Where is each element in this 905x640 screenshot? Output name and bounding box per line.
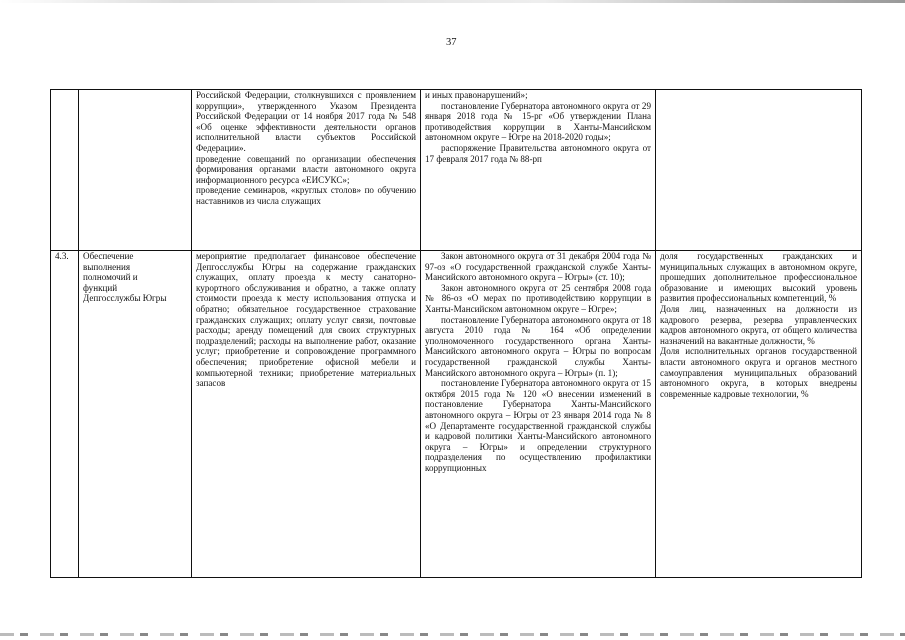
measures-cell xyxy=(192,251,421,578)
row-number-cell xyxy=(51,251,79,578)
table-row xyxy=(51,90,862,251)
legal-basis-paragraph: постановление Губернатора автономного округа от 18 августа 2010 года № 164 «Об определении уполномоченного государственного органа Ханты-Мансийского автономного округа – Югры по вопросам государственной гражданской службы Ханты-Мансийского автономного округа – Югры» (п. 1); xyxy=(425,314,651,378)
indicator-paragraph: Доля лиц, назначенных на должности из кадрового резерва, резерва управленческих кадров автономного округа, от общего количества назначений на вакантные должности, % xyxy=(660,303,857,346)
indicators-cell xyxy=(656,90,862,251)
measures-cell xyxy=(192,90,421,251)
scan-top-edge xyxy=(0,0,905,3)
legal-basis-paragraph: Закон автономного округа от 31 декабря 2004 года № 97-оз «О государственной гражданской службе Ханты-Мансийского автономного округа – Югры» (ст. 10); xyxy=(425,251,651,283)
row-number-cell xyxy=(51,90,79,251)
legal-basis-paragraph: Закон автономного округа от 25 сентября 2008 года № 86-оз «О мерах по противодействию коррупции в Ханты-Мансийском автономном округе – Югре»; xyxy=(425,282,651,314)
legal-basis-paragraph: постановление Губернатора автономного округа от 29 января 2018 года № 15-рг «Об утверждении Плана противодействия коррупции в Ханты-Мансийском автономном округе – Югре на 2018-2020 годы»; xyxy=(425,100,651,143)
page-number: 37 xyxy=(446,37,457,48)
measure-paragraph: проведение семинаров, «круглых столов» по обучению наставников из числа служащих xyxy=(196,185,416,206)
legal-basis-cell xyxy=(421,251,656,578)
indicator-paragraph: Доля исполнительных органов государственной власти автономного округа и органов местного самоуправления муниципальных образований автономного округа, в которых внедрены современные кадровые технологии, % xyxy=(660,346,857,399)
task-name-line: полномочий и xyxy=(83,272,138,283)
legal-basis-paragraph: постановление Губернатора автономного округа от 15 октября 2015 года № 120 «О внесении изменений в постановление Губернатора Ханты-Мансийского автономного округа – Югры от 23 января 2014 года № 8 «О Департаменте государственной гражданской службы и кадровой политики Ханты-Мансийского автономного округа – Югры» и определении структурного подразделения по осуществлению профилактики коррупционных xyxy=(425,378,651,473)
measure-paragraph: мероприятие предполагает финансовое обеспечение Депгосслужбы Югры на содержание гражданских служащих, оплату проезда к месту санаторно-курортного обслуживания и обратно, а также оплату стоимости проезда к месту использования отпуска и обратно; обязательное государственное страхование гражданских служащих; оплату услуг связи, почтовые расходы; аренду помещений для своих структурных подразделений; расходы на выполнение работ, оказание услуг; приобретение и сопровождение программного обеспечения; приобретение офисной мебели и компьютерной техники; приобретение материальных запасов xyxy=(196,251,416,389)
plan-table xyxy=(50,89,862,578)
task-name-line: Депгосслужбы Югры xyxy=(83,293,167,304)
task-name-cell xyxy=(79,90,192,251)
task-name-cell xyxy=(79,251,192,578)
row-number: 4.3. xyxy=(55,251,69,261)
table-row xyxy=(51,251,862,578)
task-name-line: функций xyxy=(83,282,118,293)
indicator-paragraph: доля государственных гражданских и муниципальных служащих в автономном округе, прошедших дополнительное профессиональное образование и имеющих высокий уровень развития профессиональных компетенций, % xyxy=(660,251,857,304)
task-name-line: Обеспечение xyxy=(83,251,134,261)
indicators-cell xyxy=(656,251,862,578)
measure-paragraph: Российской Федерации, столкнувшихся с проявлением коррупции», утвержденного Указом Президента Российской Федерации от 14 ноября 2017 года № 548 «Об оценке эффективности деятельности органов исполнительной власти субъектов Российской Федерации». xyxy=(196,90,416,153)
scan-bottom-edge xyxy=(0,633,905,636)
measure-paragraph: проведение совещаний по организации обеспечения формирования органами власти автономного округа информационного ресурса «ЕИСУКС»; xyxy=(196,153,416,185)
legal-basis-cell xyxy=(421,90,656,251)
legal-basis-paragraph: распоряжение Правительства автономного округа от 17 февраля 2017 года № 88-рп xyxy=(425,142,651,164)
task-name-line: выполнения xyxy=(83,261,131,272)
legal-basis-paragraph: и иных правонарушений»; xyxy=(425,90,528,100)
